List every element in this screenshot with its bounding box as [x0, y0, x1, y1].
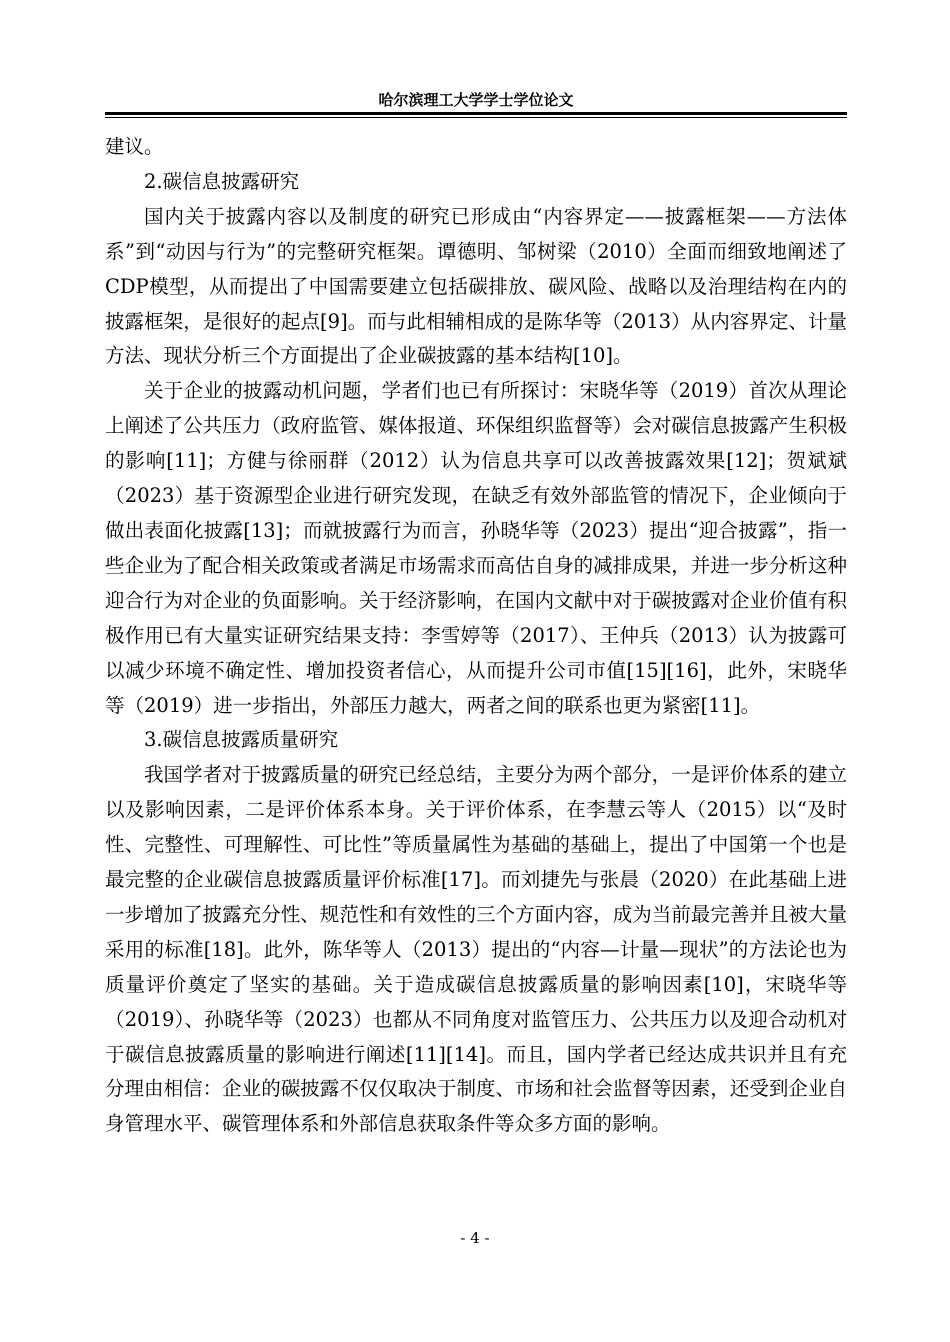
paragraph: 关于企业的披露动机问题，学者们也已有所探讨：宋晓华等（2019）首次从理论上阐述了公共压力（政府监管、媒体报道、环保组织监督等）会对碳信息披露产生积极的影响[11]；方健与徐丽群（2012）认为信息共享可以改善披露效果[12]；贺斌斌（2023）基于资源型企业进行研究发现，在缺乏有效外部监管的情况下，企业倾向于做出表面化披露[13]；而就披露行为而言，孙晓华等（2023）提出“迎合披露”，指一些企业为了配合相关政策或者满足市场需求而高估自身的减排成果，并进一步分析这种迎合行为对企业的负面影响。关于经济影响，在国内文献中对于碳披露对企业价值有积极作用已有大量实证研究结果支持：李雪婷等（2017）、王仲兵（2013）认为披露可以减少环境不确定性、增加投资者信心，从而提升公司市值[15][16]，此外，宋晓华等（2019）进一步指出，外部压力越大，两者之间的联系也更为紧密[11]。: [105, 379, 847, 717]
paragraph: 国内关于披露内容以及制度的研究已形成由“内容界定——披露框架——方法体系”到“动因与行为”的完整研究框架。谭德明、邹树梁（2010）全面而细致地阐述了CDP模型，从而提出了中国需要建立包括碳排放、碳风险、战略以及治理结构在内的披露框架，是很好的起点[9]。而与此相辅相成的是陈华等（2013）从内容界定、计量方法、现状分析三个方面提出了企业碳披露的基本结构[10]。: [105, 204, 847, 368]
section-heading: 3.碳信息披露质量研究: [144, 728, 339, 752]
running-header: 哈尔滨理工大学学士学位论文: [378, 91, 574, 109]
paragraph: 我国学者对于披露质量的研究已经总结，主要分为两个部分，一是评价体系的建立以及影响因素，二是评价体系本身。关于评价体系，在李慧云等人（2015）以“及时性、完整性、可理解性、可比性”等质量属性为基础的基础上，提出了中国第一个也是最完整的企业碳信息披露质量评价标准[17]。而刘捷先与张晨（2020）在此基础上进一步增加了披露充分性、规范性和有效性的三个方面内容，成为当前最完善并且被大量采用的标准[18]。此外，陈华等人（2013）提出的“内容—计量—现状”的方法论也为质量评价奠定了坚实的基础。关于造成碳信息披露质量的影响因素[10]，宋晓华等（2019）、孙晓华等（2023）也都从不同角度对监管压力、公共压力以及迎合动机对于碳信息披露质量的影响进行阐述[11][14]。而且，国内学者已经达成共识并且有充分理由相信：企业的碳披露不仅仅取决于制度、市场和社会监督等因素，还受到企业自身管理水平、碳管理体系和外部信息获取条件等众多方面的影响。: [105, 763, 847, 1136]
paragraph: 建议。: [105, 135, 164, 158]
page-number: - 4 -: [460, 1229, 490, 1247]
section-heading: 2.碳信息披露研究: [144, 169, 300, 193]
body-text: [105, 130, 847, 1142]
header-rule-thick: [105, 112, 847, 115]
header-rule-thin: [105, 117, 847, 118]
